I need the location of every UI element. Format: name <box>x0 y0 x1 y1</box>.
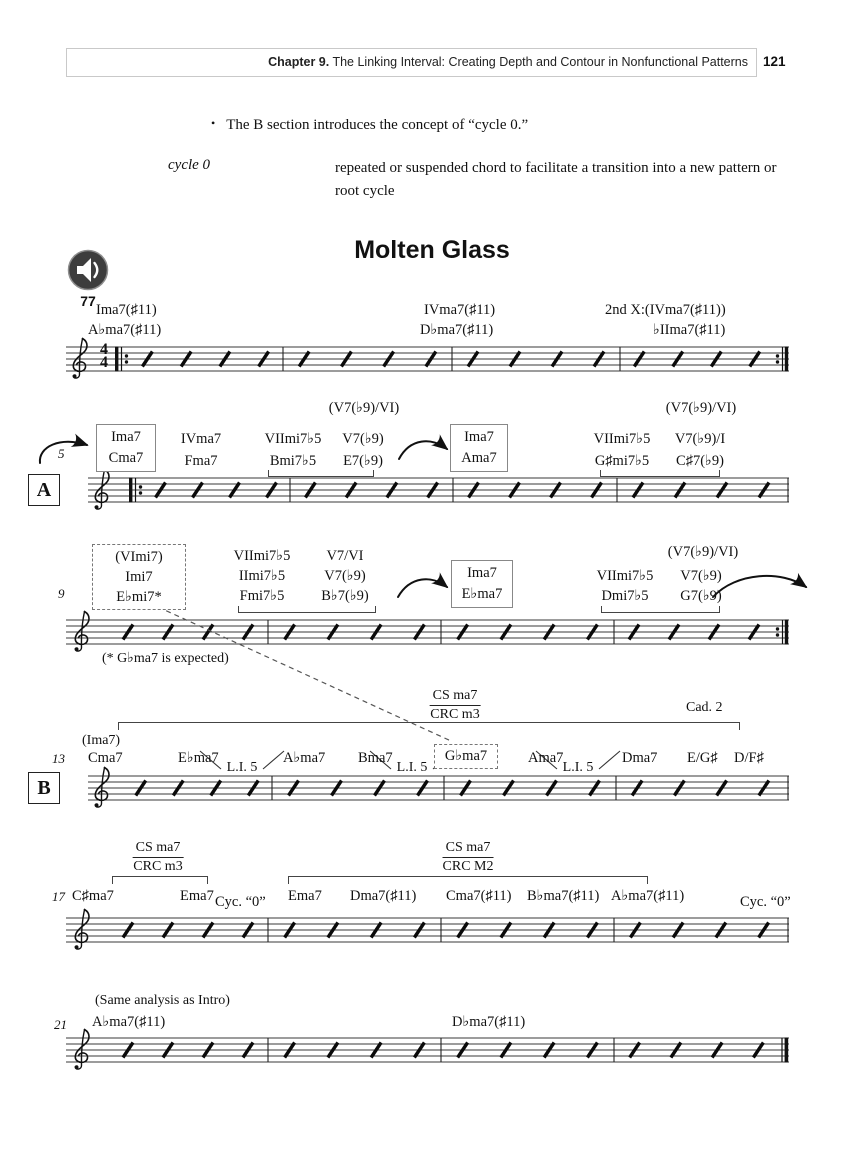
chord-label: D♭ma7(♯11) <box>452 1014 526 1030</box>
roman-numeral: VIImi7♭5 <box>264 431 322 447</box>
roman-numeral: Ima7(♯11) <box>96 302 157 318</box>
chord-label: Ema7 <box>288 888 322 904</box>
chord-scale-label: CS ma7 <box>430 688 481 706</box>
measure-number: 21 <box>54 1017 67 1032</box>
measure-number: 9 <box>58 586 65 601</box>
boxed-chord <box>96 424 156 472</box>
piece-title: Molten Glass <box>354 236 510 264</box>
chord-label: Ama7 <box>528 750 564 766</box>
chord-group <box>680 566 721 606</box>
roman-numeral: (VImi7) <box>115 549 163 565</box>
roman-numeral: VIImi7♭5 <box>233 548 291 564</box>
chord-label: A♭ma7 <box>283 750 326 766</box>
chord-label: Ema7 <box>180 888 214 904</box>
chord-label: A♭ma7(♯11) <box>92 1014 166 1030</box>
chord-group <box>597 566 654 606</box>
time-signature-bottom: 4 <box>100 354 108 371</box>
roman-numeral: IVma7(♯11) <box>424 302 496 318</box>
roman-numeral: V7(♭9) <box>324 568 366 584</box>
chord-label: G♯mi7♭5 <box>594 453 650 469</box>
audio-track-number: 77 <box>80 293 96 309</box>
analysis-bracket <box>601 606 720 613</box>
chord-group <box>420 300 495 340</box>
linking-interval-label: L.I. 5 <box>562 760 594 775</box>
dashed-boxed-chord <box>92 544 186 610</box>
chord-group <box>321 546 369 606</box>
chord-label: Fmi7♭5 <box>239 588 285 604</box>
chord-label: Bmi7♭5 <box>269 453 317 469</box>
roman-numeral: V7(♭9) <box>342 431 384 447</box>
cycle-zero-label: Cyc. “0” <box>215 894 266 910</box>
header-rule-box <box>66 48 757 77</box>
root-cycle-label: CRC m3 <box>430 707 480 722</box>
chord-label: E/G♯ <box>687 750 718 766</box>
term-definition: repeated or suspended chord to facilitate a transition into a new pattern or root cycle <box>335 160 777 199</box>
chord-label: Bma7 <box>358 750 393 766</box>
time-signature-top: 4 <box>100 341 108 358</box>
chord-label: Ama7 <box>461 450 497 466</box>
chord-label: Dmi7♭5 <box>601 588 649 604</box>
root-cycle-label: CRC M2 <box>442 859 494 874</box>
bullet-item <box>211 116 528 134</box>
chord-group <box>675 428 725 472</box>
chord-label: Dma7 <box>622 750 658 766</box>
roman-numeral: IVma7 <box>180 431 222 447</box>
speaker-icon[interactable] <box>66 248 110 292</box>
chord-group <box>594 428 651 472</box>
chord-scale-label: CS ma7 <box>133 840 184 858</box>
analysis-fraction <box>430 688 481 723</box>
page-number: 121 <box>763 54 786 69</box>
chord-label: D♭ma7(♯11) <box>420 322 494 338</box>
chord-label: ♭IIma7(♯11) <box>653 322 726 338</box>
chord-group <box>265 428 322 472</box>
section-label-a: A <box>28 474 60 506</box>
roman-numeral: VIImi7♭5 <box>596 568 654 584</box>
analysis-bracket <box>268 470 374 477</box>
chapter-title: The Linking Interval: Creating Depth and Contour in Nonfunctional Patterns <box>332 55 748 69</box>
linking-interval-label: L.I. 5 <box>396 760 428 775</box>
chord-label: D/F♯ <box>734 750 764 766</box>
measure-number: 13 <box>52 751 65 766</box>
roman-numeral: 2nd X:(IVma7(♯11)) <box>605 302 726 318</box>
measure-number: 5 <box>58 446 65 461</box>
roman-numeral: (Ima7) <box>82 733 121 748</box>
linking-interval-label: L.I. 5 <box>226 760 258 775</box>
header-text <box>67 49 756 69</box>
chord-label: Cma7(♯11) <box>446 888 512 904</box>
dashed-boxed-chord: G♭ma7 <box>434 744 498 769</box>
roman-numeral: V7/VI <box>326 548 364 564</box>
chord-label: Cma7 <box>108 450 144 466</box>
chord-label: E7(♭9) <box>343 453 383 469</box>
roman-numeral: Ima7 <box>464 429 494 445</box>
roman-numeral: V7(♭9)/I <box>674 431 726 447</box>
chapter-number: Chapter 9. <box>268 55 330 69</box>
secondary-dominant-annotation: (V7(♭9)/VI) <box>667 544 739 560</box>
chord-label: E♭ma7 <box>461 586 503 602</box>
footnote: (* G♭ma7 is expected) <box>102 651 229 666</box>
roman-numeral: VIImi7♭5 <box>593 431 651 447</box>
analysis-bracket <box>600 470 720 477</box>
analysis-fraction <box>133 840 184 875</box>
analysis-bracket <box>112 876 208 884</box>
term-label: cycle 0 <box>168 157 211 173</box>
chord-label: Dma7(♯11) <box>350 888 417 904</box>
boxed-chord <box>450 424 508 472</box>
chord-group <box>342 428 383 472</box>
chord-label: B♭ma7(♯11) <box>527 888 600 904</box>
chord-label: E♭ma7 <box>178 750 219 766</box>
analysis-bracket <box>238 606 376 613</box>
chord-label: C♯7(♭9) <box>676 453 724 469</box>
boxed-chord <box>451 560 513 608</box>
roman-numeral: Imi7 <box>125 569 153 585</box>
chord-label: B♭7(♭9) <box>321 588 369 604</box>
chord-label: E♭mi7* <box>116 589 162 605</box>
roman-numeral: IImi7♭5 <box>238 568 286 584</box>
analysis-bracket <box>288 876 648 884</box>
cadence-label: Cad. 2 <box>686 700 723 715</box>
chord-label: Cma7 <box>88 750 123 766</box>
chord-group <box>181 428 221 472</box>
roman-numeral: Ima7 <box>467 565 497 581</box>
section-label-b: B <box>28 772 60 804</box>
secondary-dominant-annotation: (V7(♭9)/VI) <box>665 400 737 416</box>
cycle-zero-label: Cyc. “0” <box>740 894 791 910</box>
roman-numeral: Ima7 <box>111 429 141 445</box>
bullet-text: The B section introduces the concept of “cycle 0.” <box>226 117 529 133</box>
chord-group <box>234 546 291 606</box>
chord-label: A♭ma7(♯11) <box>88 322 162 338</box>
chord-label: Fma7 <box>184 453 218 469</box>
root-cycle-label: CRC m3 <box>133 859 183 874</box>
chord-group <box>605 300 726 340</box>
roman-numeral: V7(♭9) <box>680 568 722 584</box>
chord-group <box>88 300 161 340</box>
secondary-dominant-annotation: (V7(♭9)/VI) <box>328 400 400 416</box>
analysis-fraction <box>443 840 494 875</box>
chord-label: C♯ma7 <box>72 888 114 904</box>
chord-label: G7(♭9) <box>680 588 722 604</box>
chord-label: A♭ma7(♯11) <box>611 888 685 904</box>
phrase-bracket <box>118 722 740 730</box>
chord-scale-label: CS ma7 <box>443 840 494 858</box>
analysis-note: (Same analysis as Intro) <box>95 993 230 1008</box>
bullet-marker: • <box>211 116 216 130</box>
measure-number: 17 <box>52 889 65 904</box>
